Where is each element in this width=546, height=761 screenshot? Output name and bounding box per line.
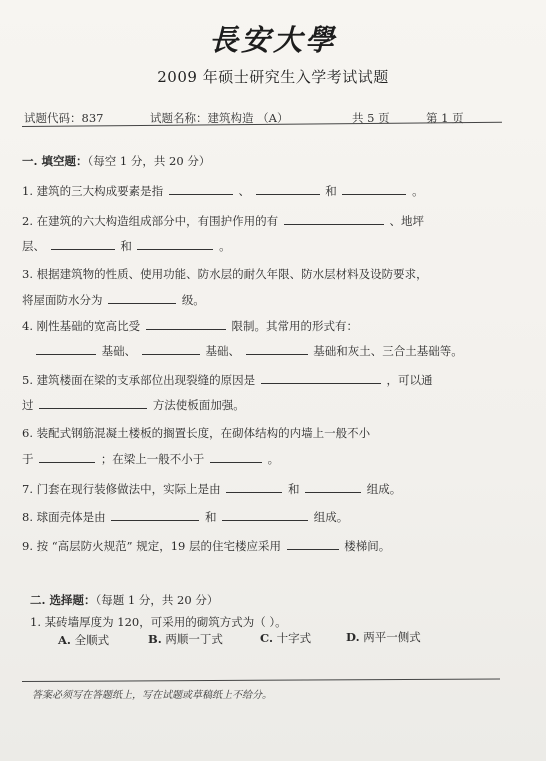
answer-blank (222, 508, 308, 521)
q4-text: 4. 刚性基础的宽高比受 (22, 319, 141, 333)
question-1-2-cont (22, 237, 231, 254)
option-c (260, 630, 311, 646)
q5-end2: 方法使板面加强。 (152, 398, 245, 412)
q7-mid: 和 (287, 482, 300, 496)
q2-text-b: 层、 (22, 239, 45, 253)
question-1-6-cont (22, 450, 279, 467)
q3-text-b: 将屋面防水分为 (22, 293, 103, 307)
footer-note: 答案必须写在答题纸上，写在试题或草稿纸上不给分。 (32, 690, 272, 701)
q6-end: 。 (267, 452, 280, 466)
q1-end: 。 (412, 184, 424, 198)
option-text: 两平一侧式 (363, 630, 421, 644)
q1-sep2: 和 (325, 184, 337, 198)
answer-blank (210, 450, 262, 463)
q8-mid: 和 (204, 510, 217, 524)
answer-blank (51, 237, 115, 250)
question-1-4-cont (34, 342, 463, 359)
q2-sep1: 、地坪 (389, 214, 424, 228)
footer-divider (22, 678, 500, 682)
exam-subject: 试题名称：建筑构造 （A） (150, 111, 289, 125)
q8-end: 组成。 (313, 510, 349, 524)
q9-text: 9. 按 “高层防火规范” 规定，19 层的住宅楼应采用 (22, 539, 281, 553)
answer-blank (108, 291, 176, 304)
answer-blank (36, 342, 96, 355)
question-1-3-cont (22, 291, 205, 308)
question-2-1 (30, 614, 287, 630)
q4-mid: 限制。其常用的形式有： (231, 319, 358, 333)
q8-text: 8. 球面壳体是由 (22, 510, 106, 524)
answer-blank (246, 342, 308, 355)
option-text: 两顺一丁式 (165, 632, 223, 646)
option-text: 十字式 (276, 631, 312, 645)
option-letter: C. (260, 631, 273, 645)
answer-blank (111, 508, 199, 521)
answer-blank (169, 182, 233, 195)
question-1-5 (22, 371, 432, 388)
option-a (58, 632, 109, 648)
q2-end: 。 (219, 239, 231, 253)
section2-heading: 二. 选择题： (30, 593, 96, 607)
q2-1-stem: 1. 某砖墙厚度为 120，可采用的砌筑方式为（ ）。 (30, 615, 287, 629)
q4-form1: 基础、 (101, 344, 137, 358)
q7-end: 组成。 (366, 482, 402, 496)
question-1-1 (22, 182, 424, 199)
answer-blank (305, 480, 361, 493)
q4-form2: 基础、 (205, 344, 240, 358)
answer-blank (284, 212, 384, 225)
answer-blank (137, 237, 213, 250)
q1-sep1: 、 (238, 184, 250, 198)
section2-scoring: （每题 1 分，共 20 分） (95, 593, 219, 607)
question-1-9 (22, 537, 390, 554)
answer-blank (39, 396, 147, 409)
question-1-6 (22, 425, 370, 441)
question-1-5-cont (22, 396, 245, 413)
q6-text-b: 于 (22, 452, 34, 466)
q3-end: 级。 (181, 293, 205, 307)
answer-blank (261, 371, 381, 384)
question-1-2 (22, 212, 424, 229)
answer-blank (142, 342, 200, 355)
page-number: 第 1 页 (426, 111, 464, 125)
section2-header (30, 592, 218, 608)
question-1-3 (22, 266, 428, 282)
answer-blank (256, 182, 320, 195)
question-1-8 (22, 508, 348, 525)
q5-text-b: 过 (22, 398, 34, 412)
option-text: 全顺式 (74, 633, 110, 647)
q7-text: 7. 门套在现行装修做法中，实际上是由 (22, 482, 221, 496)
answer-blank (226, 480, 282, 493)
q5-text: 5. 建筑楼面在梁的支承部位出现裂缝的原因是 (22, 373, 256, 387)
q6-mid: ；在梁上一般不小于 (100, 452, 205, 466)
section1-scoring: （每空 1 分，共 20 分） (87, 154, 211, 168)
exam-title: 2009 年硕士研究生入学考试试题 (157, 68, 389, 86)
option-letter: D. (346, 630, 360, 644)
q1-text: 1. 建筑的三大构成要素是指 (22, 184, 164, 198)
option-letter: B. (148, 632, 162, 646)
q3-text: 3. 根据建筑物的性质、使用功能、防水层的耐久年限、防水层材料及设防要求， (22, 267, 428, 281)
total-pages: 共 5 页 (352, 111, 390, 125)
q2-text: 2. 在建筑的六大构造组成部分中，有围护作用的有 (22, 214, 279, 228)
exam-code: 试题代码：837 (24, 111, 104, 125)
q5-end: ，可以通 (386, 373, 433, 387)
q4-form3: 基础和灰土、三合土基础等。 (313, 344, 463, 358)
answer-blank (39, 450, 95, 463)
answer-blank (287, 537, 339, 550)
question-1-7 (22, 480, 401, 497)
section1-heading: 一. 填空题： (22, 154, 88, 168)
answer-blank (146, 317, 226, 330)
answer-blank (342, 182, 406, 195)
q6-text: 6. 装配式钢筋混凝土楼板的搁置长度，在砌体结构的内墙上一般不小 (22, 426, 371, 440)
option-d (346, 629, 421, 645)
q2-sep2: 和 (120, 239, 132, 253)
section1-header (22, 153, 210, 169)
q9-end: 楼梯间。 (344, 539, 391, 553)
option-letter: A. (58, 633, 71, 647)
university-logo: 長安大學 (208, 23, 337, 57)
question-1-4 (22, 317, 358, 334)
option-b (148, 631, 223, 647)
